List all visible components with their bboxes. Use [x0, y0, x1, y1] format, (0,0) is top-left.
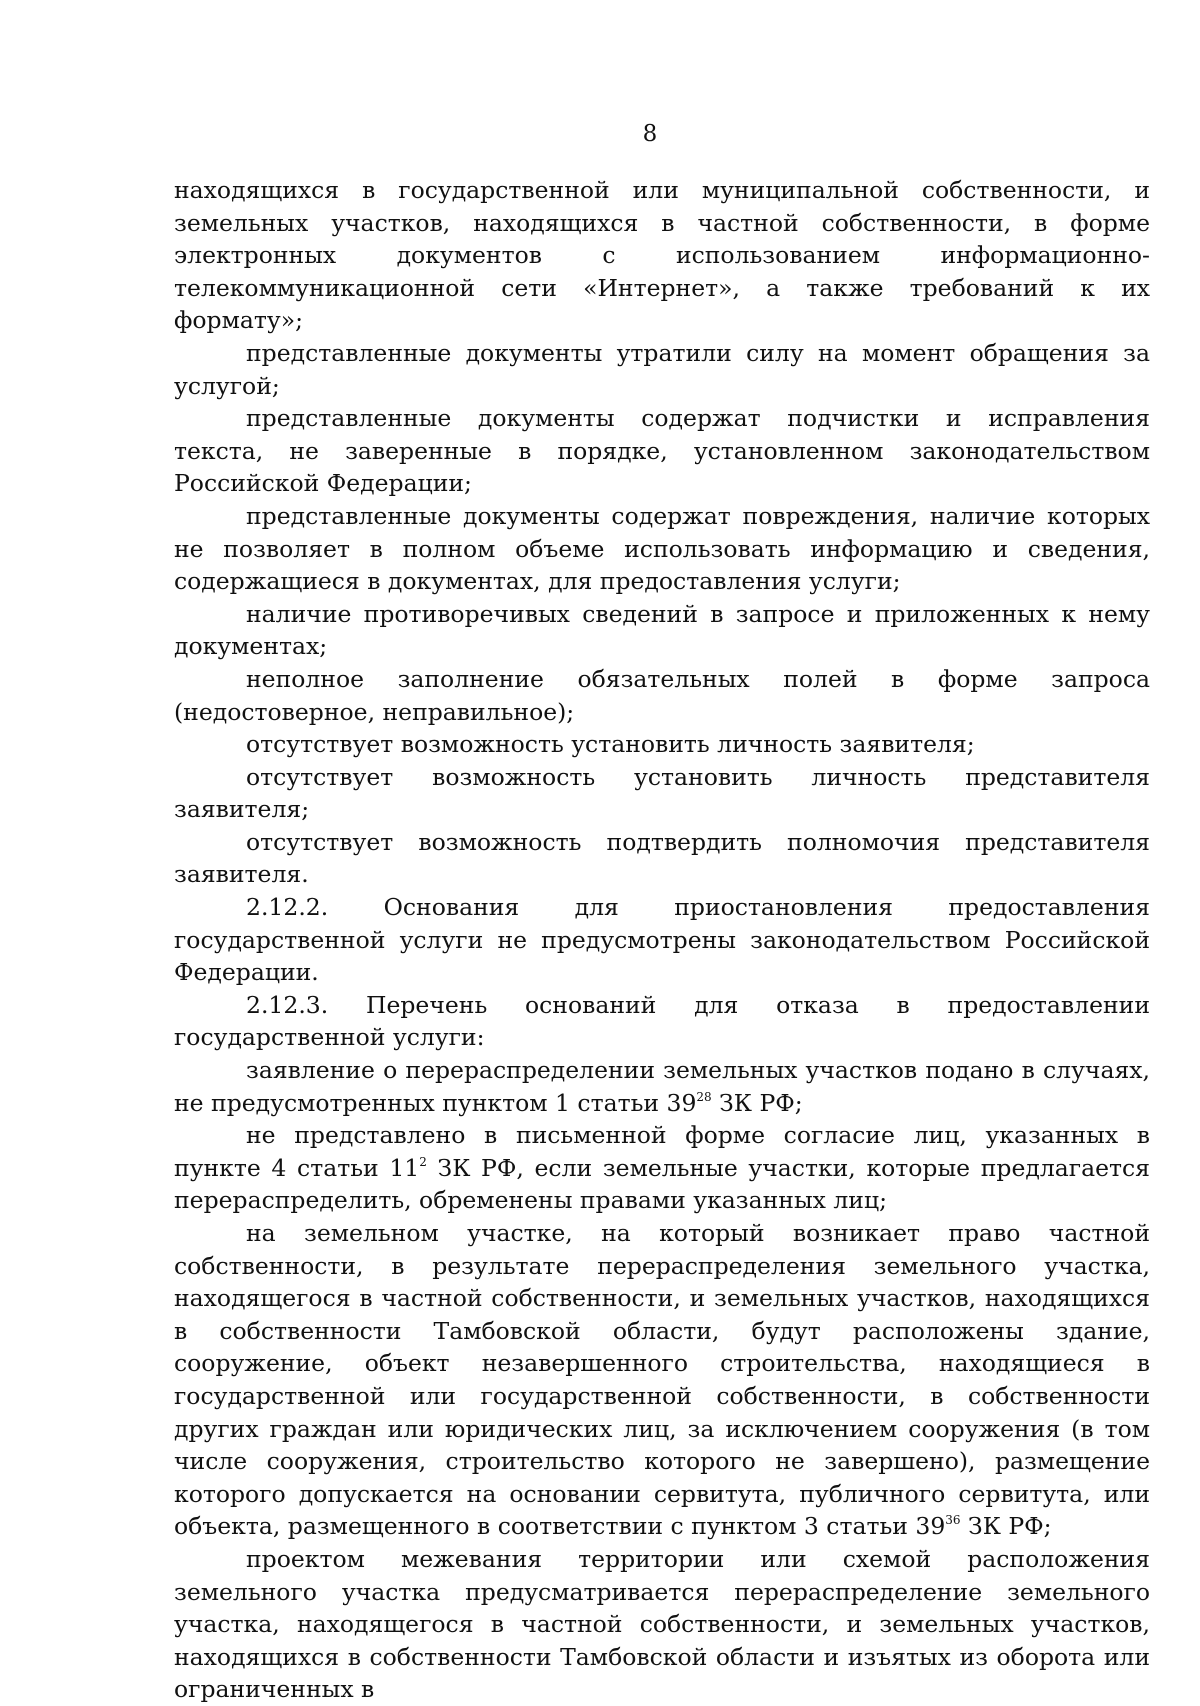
paragraph: отсутствует возможность установить личность заявителя;: [246, 730, 975, 759]
paragraph-text: не представлено в письменной форме согласие лиц, указанных в пункте 4 статьи 11: [174, 1121, 1150, 1182]
paragraph: представленные документы содержат подчистки и исправления текста, не заверенные в порядке, установленном законодательством Российской Федерации;: [174, 404, 1150, 498]
paragraph: отсутствует возможность установить личность представителя заявителя;: [174, 762, 1150, 824]
paragraph: находящихся в государственной или муниципальной собственности, и земельных участков, находящихся в частной собственности, в форме электронных документов с использованием информационно-телекоммуникационной сети «Интернет», а также требований к их формату»;: [174, 176, 1150, 335]
paragraph: проектом межевания территории или схемой расположения земельного участка предусматривается перераспределение земельного участка, находящегося в частной собственности, и земельных участков, находящихся в собственности Тамбовской области и изъятых из оборота или ограниченных в: [174, 1544, 1150, 1704]
paragraph: представленные документы утратили силу на момент обращения за услугой;: [174, 338, 1150, 400]
paragraph: [174, 1054, 1150, 1119]
paragraph: неполное заполнение обязательных полей в форме запроса (недостоверное, неправильное);: [174, 664, 1150, 726]
paragraph-text: заявление о перераспределении земельных участков подано в случаях, не предусмотренных пунктом 1 статьи 39: [174, 1056, 1150, 1117]
paragraph: 2.12.2. Основания для приостановления предоставления государственной услуги не предусмотрены законодательством Российской Федерации.: [174, 893, 1150, 987]
superscript: 36: [945, 1513, 961, 1528]
paragraph-text: ЗК РФ;: [960, 1512, 1052, 1541]
superscript: 2: [419, 1154, 427, 1169]
paragraph-text: ЗК РФ, если земельные участки, которые предлагается перераспределить, обременены правами указанных лиц;: [174, 1153, 1150, 1215]
superscript: 28: [696, 1089, 712, 1104]
page-number: 8: [642, 121, 658, 147]
paragraph-text: на земельном участке, на который возникает право частной собственности, в результате перераспределения земельного участка, находящегося в частной собственности, и земельных участков, находящихся в собственности Тамбовской области, будут расположены здание, сооружение, объект незавершенного строительства, находящиеся в государственной или государственной собственности, в собственности других граждан или юридических лиц, за исключением сооружения (в том числе сооружения, строительство которого не завершено), размещение которого допускается на основании сервитута, публичного сервитута, или объекта, размещенного в соответствии с пунктом 3 статьи 39: [174, 1219, 1150, 1541]
paragraph: отсутствует возможность подтвердить полномочия представителя заявителя.: [174, 827, 1150, 889]
paragraph: наличие противоречивых сведений в запросе и приложенных к нему документах;: [174, 599, 1150, 661]
paragraph: 2.12.3. Перечень оснований для отказа в предоставлении государственной услуги:: [174, 990, 1150, 1052]
paragraph: [174, 1217, 1150, 1543]
paragraph: [174, 1119, 1150, 1217]
paragraph-text: ЗК РФ;: [711, 1088, 803, 1117]
document-body: [174, 174, 1150, 1706]
paragraph: представленные документы содержат повреждения, наличие которых не позволяет в полном объеме использовать информацию и сведения, содержащиеся в документах, для предоставления услуги;: [174, 501, 1150, 596]
